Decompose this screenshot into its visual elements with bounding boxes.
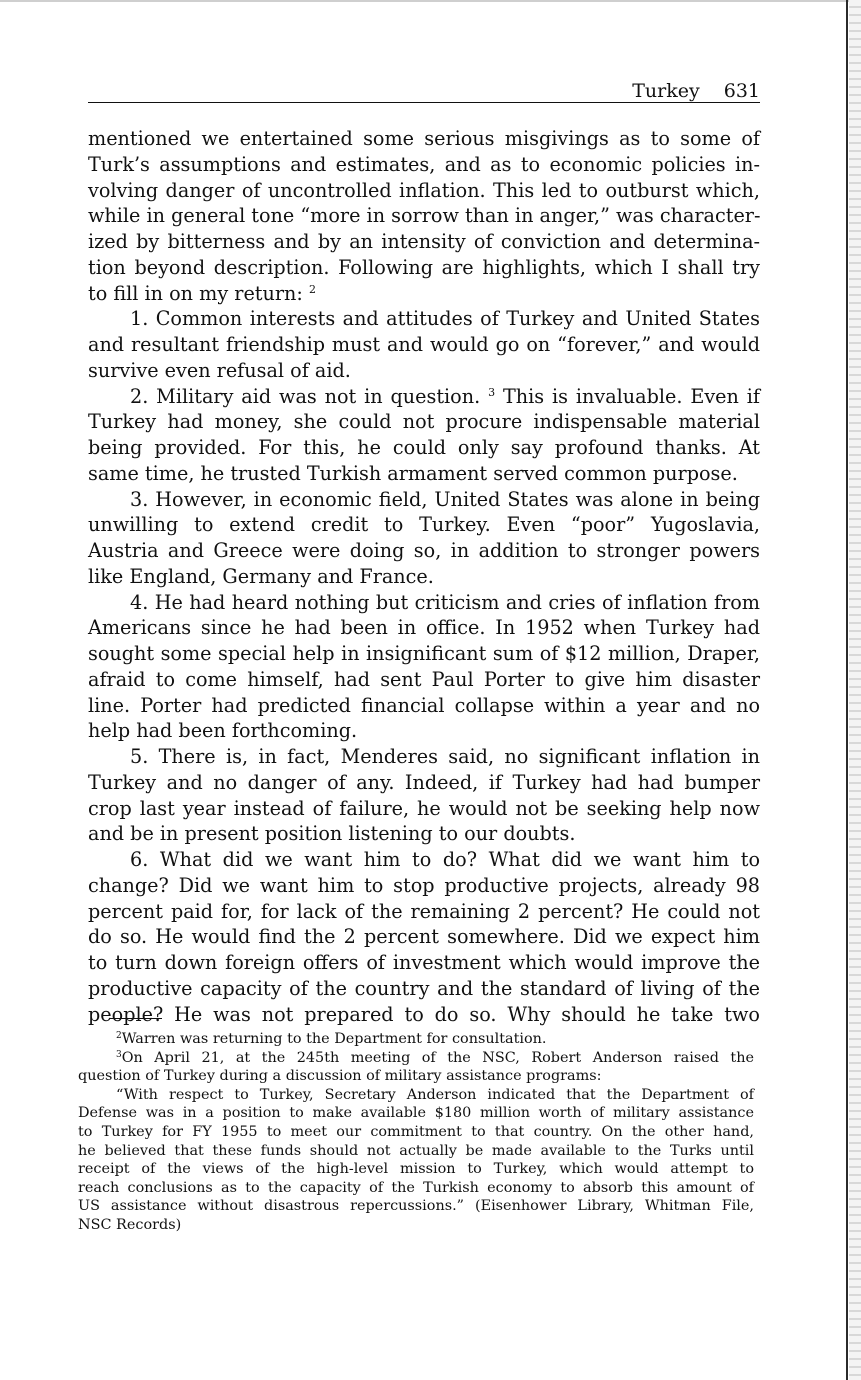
- footnote-number: 3: [116, 1049, 122, 1060]
- body-line: [88, 976, 760, 1002]
- line-text: percent paid for, for lack of the remaining 2 percent? He could not: [88, 899, 760, 923]
- body-line: [88, 873, 760, 899]
- line-text: mentioned we entertained some serious misgivings as to some of: [88, 127, 760, 150]
- body-line: [88, 487, 760, 513]
- body-line: [88, 178, 760, 204]
- line-text: while in general tone “more in sorrow than in anger,” was character-: [88, 204, 761, 228]
- body-line: [88, 667, 760, 693]
- running-head: [632, 80, 760, 102]
- line-text: Defense was in a position to make available $180 million worth of military assistance: [78, 1105, 754, 1122]
- line-text: NSC Records): [78, 1216, 182, 1233]
- footnote-ref: 3: [488, 385, 496, 399]
- body-line: [88, 718, 760, 744]
- page-header: [88, 80, 760, 103]
- body-line: [88, 306, 760, 332]
- line-text: sought some special help in insignificant sum of $12 million, Draper,: [88, 642, 760, 665]
- line-text: 6. What did we want him to do? What did we want him to: [130, 848, 760, 871]
- line-text: 3. However, in economic field, United States was alone in being: [130, 487, 760, 511]
- body-line: [88, 615, 760, 641]
- line-text: US assistance without disastrous repercussions.” (Eisenhower Library, Whitman File,: [78, 1198, 754, 1215]
- line-text: Turk’s assumptions and estimates, and as to economic policies in-: [88, 152, 760, 176]
- line-text: same time, he trusted Turkish armament served common purpose.: [88, 461, 738, 485]
- footnote-line: [78, 1030, 754, 1049]
- line-text: question of Turkey during a discussion of military assistance programs:: [78, 1068, 602, 1085]
- line-text: he believed that these funds should not actually be made available to the Turks until: [78, 1142, 754, 1159]
- body-line: [88, 899, 760, 925]
- line-text: crop last year instead of failure, he would not be seeking help now: [88, 796, 760, 820]
- footnote-line: [78, 1142, 754, 1161]
- line-text: do so. He would find the 2 percent somewhere. Did we expect him: [88, 925, 760, 949]
- line-text: being provided. For this, he could only say profound thanks. At: [88, 436, 760, 459]
- footnote-line: [78, 1123, 754, 1142]
- footnote-separator: [110, 1018, 162, 1019]
- footnote-number: 2: [116, 1031, 122, 1041]
- page-number: 631: [723, 80, 760, 102]
- line-text: and be in present position listening to our doubts.: [88, 822, 576, 846]
- footnote-ref: 2: [308, 282, 316, 296]
- line-text: line. Porter had predicted financial collapse within a year and no: [88, 693, 760, 717]
- body-line: [88, 847, 760, 873]
- body-line: [88, 564, 760, 590]
- line-text: to fill in on my return:: [88, 281, 303, 305]
- line-text: productive capacity of the country and the standard of living of the: [88, 976, 760, 1000]
- footnote-line: [78, 1160, 754, 1179]
- body-line: [88, 924, 760, 950]
- line-text: tion beyond description. Following are highlights, which I shall try: [88, 255, 760, 279]
- body-line: [88, 435, 760, 461]
- line-text: and resultant friendship must and would go on “forever,” and would: [88, 333, 760, 356]
- body-line: [88, 512, 760, 538]
- line-text: change? Did we want him to stop productive projects, already 98: [88, 873, 760, 897]
- running-title: Turkey: [632, 80, 700, 102]
- line-text: Turkey had money, she could not procure indispensable material: [88, 410, 760, 434]
- line-text: “With respect to Turkey, Secretary Anderson indicated that the Department of: [116, 1086, 754, 1103]
- line-text: volving danger of uncontrolled inflation. This led to outburst which,: [88, 178, 760, 202]
- footnote-line: [78, 1104, 754, 1123]
- line-text: people? He was not prepared to do so. Why should he take two: [88, 1002, 760, 1026]
- footnote-line: [78, 1216, 754, 1235]
- line-text: afraid to come himself, had sent Paul Porter to give him disaster: [88, 667, 760, 691]
- body-line: [88, 538, 760, 564]
- body-line: [88, 384, 760, 410]
- body-line: [88, 229, 760, 255]
- body-line: [88, 821, 760, 847]
- body-line: [88, 126, 760, 152]
- footnote-line: [78, 1179, 754, 1198]
- line-text: help had been forthcoming.: [88, 719, 358, 743]
- line-text: 5. There is, in fact, Menderes said, no significant inflation in: [130, 745, 760, 768]
- line-text: Warren was returning to the Department for consultation.: [121, 1031, 547, 1047]
- line-text: to turn down foreign offers of investment which would improve the: [88, 951, 760, 974]
- line-text: 1. Common interests and attitudes of Turkey and United States: [130, 307, 760, 331]
- body-line: [88, 332, 760, 358]
- line-text: ized by bitterness and by an intensity of conviction and determina-: [88, 230, 760, 253]
- body-line: [88, 409, 760, 435]
- line-text: 2. Military aid was not in question.: [130, 384, 481, 408]
- body-line: [88, 744, 760, 770]
- body-line: [88, 641, 760, 667]
- footnote-line: [78, 1049, 754, 1068]
- body-line: [88, 203, 760, 229]
- footnotes: [78, 1030, 754, 1235]
- body-line: [88, 796, 760, 822]
- line-text: On April 21, at the 245th meeting of the NSC, Robert Anderson raised the: [121, 1049, 754, 1066]
- body-line: [88, 255, 760, 281]
- line-text: like England, Germany and France.: [88, 564, 434, 588]
- line-text: Austria and Greece were doing so, in addition to stronger powers: [88, 539, 760, 562]
- body-line: [88, 152, 760, 178]
- line-text: reach conclusions as to the capacity of the Turkish economy to absorb this amount of: [78, 1179, 754, 1196]
- line-text: Americans since he had been in office. In 1952 when Turkey had: [88, 616, 760, 640]
- body-line: [88, 1002, 760, 1028]
- line-text: to Turkey for FY 1955 to meet our commitment to that country. On the other hand,: [78, 1123, 754, 1140]
- line-text: survive even refusal of aid.: [88, 358, 351, 382]
- line-text: 4. He had heard nothing but criticism and cries of inflation from: [130, 590, 760, 614]
- body-line: [88, 358, 760, 384]
- line-text: Turkey and no danger of any. Indeed, if Turkey had had bumper: [88, 770, 760, 794]
- body-line: [88, 281, 760, 307]
- line-text-continued: This is invaluable. Even if: [495, 384, 760, 408]
- body-line: [88, 950, 760, 976]
- page-gutter-line: [846, 0, 848, 1380]
- line-text: receipt of the views of the high-level mission to Turkey, which would attempt to: [78, 1161, 754, 1178]
- footnote-line: [78, 1086, 754, 1105]
- body-text: [88, 126, 760, 1027]
- footnote-line: [78, 1197, 754, 1216]
- body-line: [88, 461, 760, 487]
- body-line: [88, 693, 760, 719]
- page-top-edge: [0, 0, 861, 2]
- body-line: [88, 770, 760, 796]
- page-binding-edge: [849, 0, 861, 1380]
- body-line: [88, 590, 760, 616]
- footnote-line: [78, 1067, 754, 1086]
- line-text: unwilling to extend credit to Turkey. Even “poor” Yugoslavia,: [88, 513, 760, 537]
